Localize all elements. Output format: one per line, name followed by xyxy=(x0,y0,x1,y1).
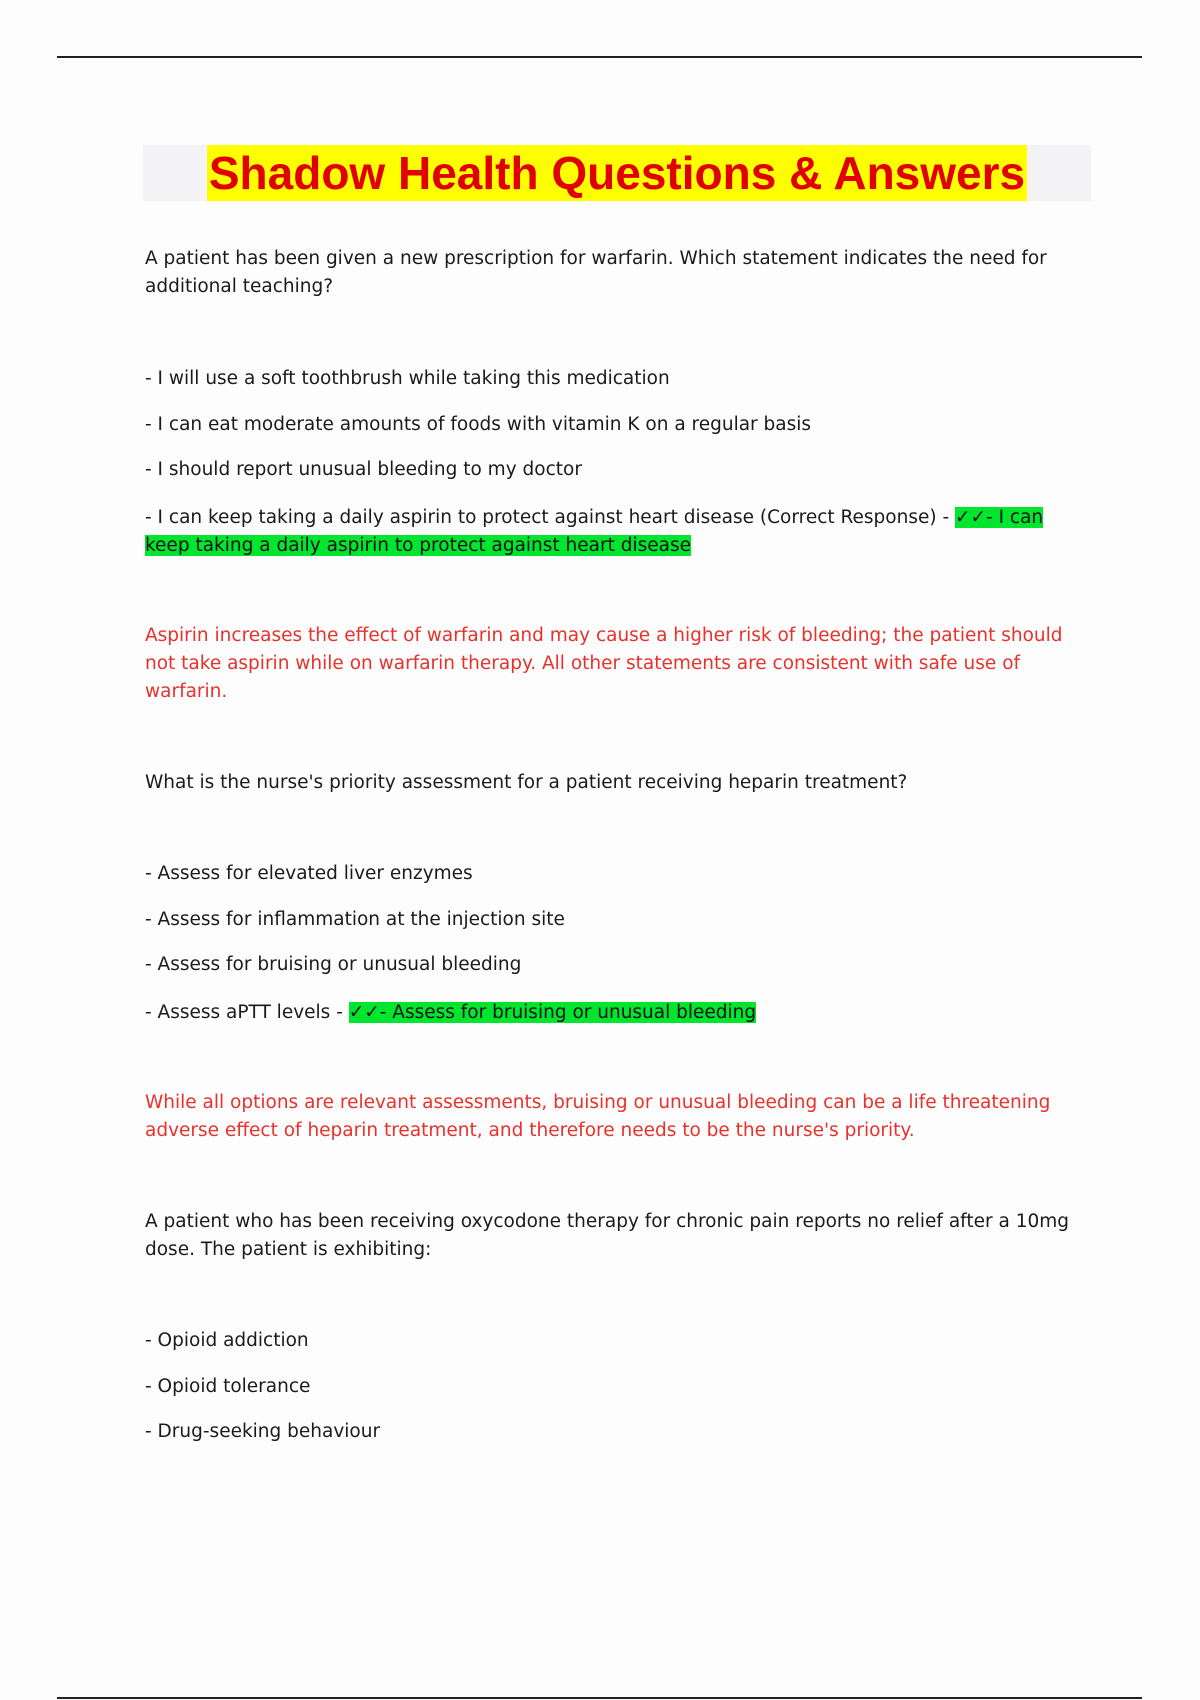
q1-question: A patient has been given a new prescription for warfarin. Which statement indicates the need for additional teaching? xyxy=(145,248,1047,297)
q3-question: A patient who has been receiving oxycodone therapy for chronic pain reports no relief after a 10mg dose. The patient is exhibiting: xyxy=(145,1211,1069,1260)
q2-option-2: - Assess for inflammation at the injection site xyxy=(145,909,565,930)
q3-option-3: - Drug-seeking behaviour xyxy=(145,1421,381,1442)
q2-explanation: While all options are relevant assessments, bruising or unusual bleeding can be a life threatening adverse effect of heparin treatment, and therefore needs to be the nurse's priority. xyxy=(145,1092,1051,1141)
q1-option-1: - I will use a soft toothbrush while taking this medication xyxy=(145,368,670,389)
document-title: Shadow Health Questions & Answers xyxy=(208,147,1026,199)
q1-option-4-text: - I can keep taking a daily aspirin to protect against heart disease (Correct Response) - xyxy=(145,507,956,528)
q3-option-2: - Opioid tolerance xyxy=(145,1376,311,1397)
q1-explanation: Aspirin increases the effect of warfarin and may cause a higher risk of bleeding; the patient should not take aspirin while on warfarin therapy. All other statements are consistent with safe use of warfarin. xyxy=(145,625,1063,702)
q3-option-1: - Opioid addiction xyxy=(145,1330,309,1351)
q1-option-3: - I should report unusual bleeding to my doctor xyxy=(145,459,582,480)
q2-question: What is the nurse's priority assessment for a patient receiving heparin treatment? xyxy=(145,772,908,793)
q1-answer-highlight: ✓✓- I can keep taking a daily aspirin to protect against heart disease xyxy=(145,507,1044,556)
bottom-rule xyxy=(57,1697,1142,1699)
q2-answer-highlight: ✓✓- Assess for bruising or unusual bleeding xyxy=(348,1002,757,1023)
top-rule xyxy=(57,56,1142,58)
title-band xyxy=(143,145,1091,201)
qa-content xyxy=(145,245,1075,1446)
q1-option-2: - I can eat moderate amounts of foods with vitamin K on a regular basis xyxy=(145,414,812,435)
q2-option-3: - Assess for bruising or unusual bleeding xyxy=(145,954,522,975)
q2-option-4-text: - Assess aPTT levels - xyxy=(145,1002,349,1023)
q2-option-4 xyxy=(145,999,1075,1027)
q1-option-4 xyxy=(145,504,1075,560)
q2-option-1: - Assess for elevated liver enzymes xyxy=(145,863,473,884)
